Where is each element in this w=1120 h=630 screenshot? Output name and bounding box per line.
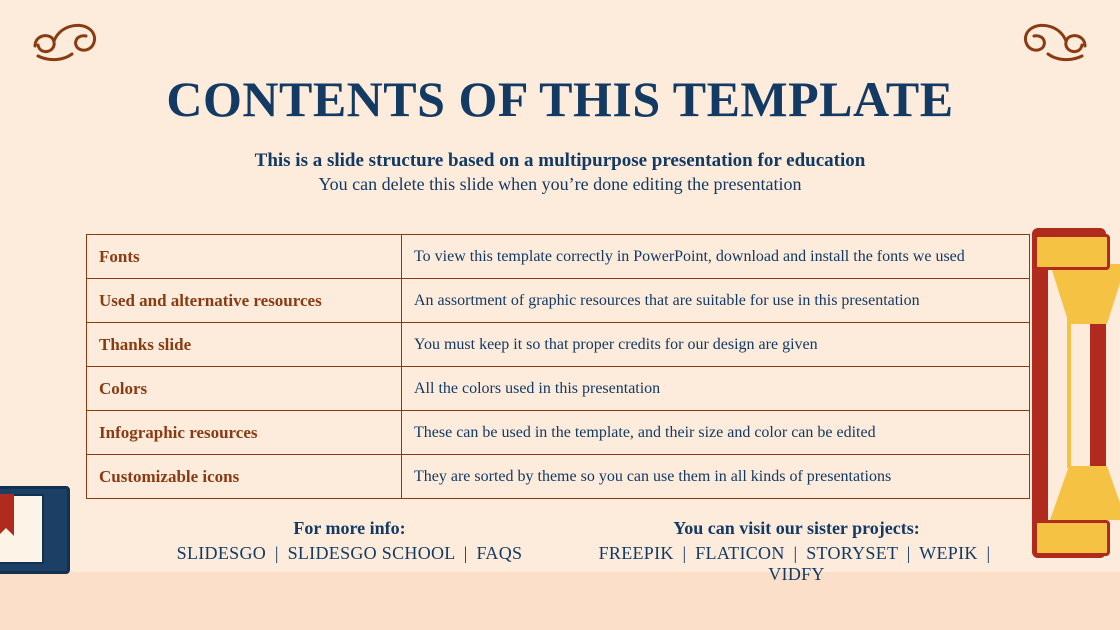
link-storyset[interactable]: STORYSET	[806, 543, 898, 563]
link-separator: |	[274, 543, 279, 563]
row-value: They are sorted by theme so you can use them in all kinds of presentations	[402, 455, 1030, 499]
book-icon	[0, 486, 68, 572]
table-row	[87, 411, 1030, 455]
footer-sister-projects	[573, 518, 1020, 585]
footer-heading: For more info:	[293, 518, 406, 538]
row-value: All the colors used in this presentation	[402, 367, 1030, 411]
link-vidfy[interactable]: VIDFY	[768, 564, 825, 584]
page-title: CONTENTS OF THIS TEMPLATE	[166, 71, 954, 127]
footer-heading: You can visit our sister projects:	[673, 518, 920, 538]
row-value: These can be used in the template, and their size and color can be edited	[402, 411, 1030, 455]
footer-more-info	[126, 518, 573, 585]
link-separator: |	[463, 543, 468, 563]
row-value: To view this template correctly in PowerPoint, download and install the fonts we used	[402, 235, 1030, 279]
contents-table	[86, 234, 1030, 499]
ornamental-swirl-icon	[1016, 12, 1090, 73]
table-row	[87, 455, 1030, 499]
footer-link-list	[573, 543, 1020, 585]
row-key: Used and alternative resources	[87, 279, 402, 323]
link-flaticon[interactable]: FLATICON	[695, 543, 785, 563]
table-row	[87, 235, 1030, 279]
link-faqs[interactable]: FAQS	[476, 543, 523, 563]
link-slidesgo-school[interactable]: SLIDESGO SCHOOL	[287, 543, 455, 563]
link-slidesgo[interactable]: SLIDESGO	[176, 543, 267, 563]
link-separator: |	[682, 543, 687, 563]
row-key: Colors	[87, 367, 402, 411]
ornamental-swirl-icon	[30, 12, 104, 73]
row-value: An assortment of graphic resources that are suitable for use in this presentation	[402, 279, 1030, 323]
row-key: Infographic resources	[87, 411, 402, 455]
link-separator: |	[906, 543, 911, 563]
link-separator: |	[986, 543, 991, 563]
footer	[86, 518, 1030, 585]
hourglass-icon	[1032, 228, 1106, 558]
row-value: You must keep it so that proper credits for our design are given	[402, 323, 1030, 367]
row-key: Thanks slide	[87, 323, 402, 367]
footer-link-list	[126, 543, 573, 564]
subtitle-secondary: You can delete this slide when you’re done editing the presentation	[318, 174, 802, 194]
link-freepik[interactable]: FREEPIK	[598, 543, 674, 563]
link-separator: |	[793, 543, 798, 563]
table-row	[87, 367, 1030, 411]
subtitle-primary: This is a slide structure based on a multipurpose presentation for education	[254, 150, 866, 171]
table-row	[87, 323, 1030, 367]
table-row	[87, 279, 1030, 323]
row-key: Fonts	[87, 235, 402, 279]
row-key: Customizable icons	[87, 455, 402, 499]
link-wepik[interactable]: WEPIK	[919, 543, 978, 563]
